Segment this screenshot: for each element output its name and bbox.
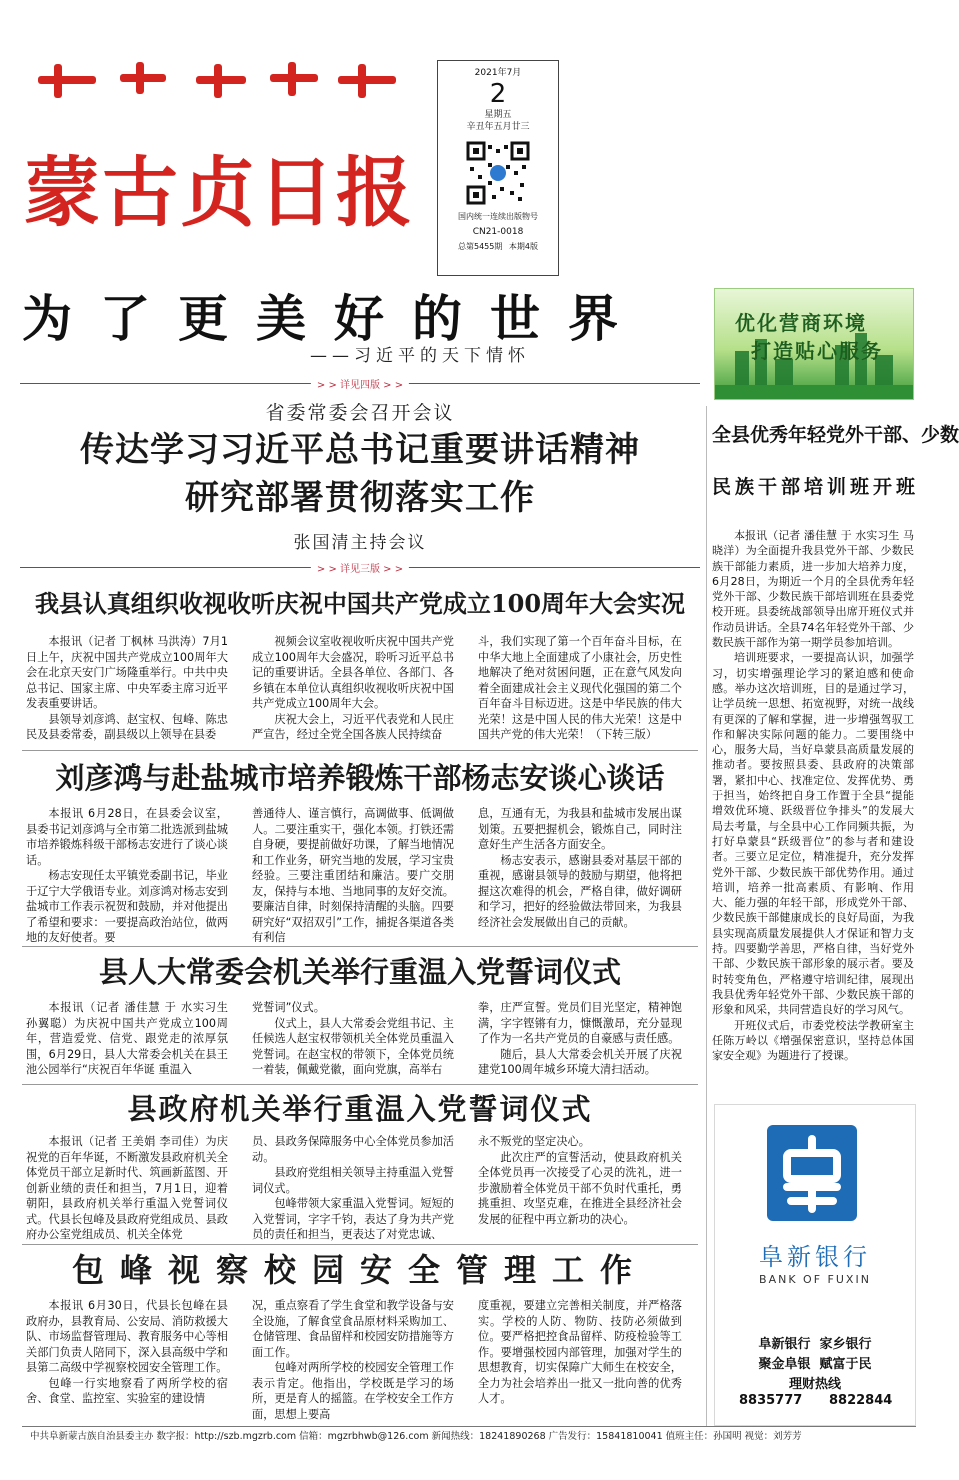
- paragraph: 本报讯（记者 丁枫林 马洪涛）7月1日上午，庆祝中国共产党成立100周年大会在北京天安门广场隆重举行。中共中央总书记、国家主席、中央军委主席习近平发表重要讲话。: [26, 635, 228, 710]
- bank-name-cn: 阜新银行: [759, 1243, 871, 1271]
- divider: [22, 750, 698, 751]
- footer-rule: [22, 1426, 916, 1427]
- paragraph: 包峰带领大家重温入党誓词。短短的入党誓词，字字千钧，表达了身为共产党员的责任和担当，更表达了对党忠诚、: [252, 1197, 454, 1241]
- story2-headline: 我县认真组织收视收听庆祝中国共产党成立100周年大会实况: [34, 589, 686, 618]
- story3-column-1: [26, 806, 228, 946]
- story3-column-3: [478, 806, 682, 930]
- story6-column-3: [478, 1298, 682, 1407]
- paragraph: 善通待人、谨言慎行，高调做事、低调做人。二要注重实干，强化本领。打铁还需自身硬，要提前做好功课，了解当地情况和工作业务，研究当地的发展，学习宝贵经验。三要注重团结和廉洁。要广交朋友，保持与本地、当地同事的友好交流。要廉洁自律，时刻保持清醒的头脑。四要研究好“双招双引”工作，捕捉各渠道各类有利信: [252, 807, 454, 944]
- bank-phone-2[interactable]: 8822844: [829, 1393, 893, 1408]
- footer-info: 中共阜新蒙古族自治县委主办 数字报：http://szb.mgzrb.com 信箱：mgzrbhwb@126.com 新闻热线：18241890268 广告发行：15841810041 值班主任：孙国明 视觉：刘芳芳: [30, 1431, 802, 1442]
- banner-ad-line1: 优化营商环境: [735, 311, 867, 335]
- paragraph: 本报讯（记者 潘佳慧 于 水实习生 马晓洋）为全面提升我县党外干部、少数民族干部能力素质，进一步加大培养力度，6月28日，为期近一个月的全县优秀年轻党外干部、少数民族干部培训班在县委党校开班。县委统战部领导出席开班仪式并作动员讲话。全县74名年轻党外干部、少数民族干部作为第一期学员参加培训。: [712, 529, 914, 650]
- date-box: [437, 60, 559, 276]
- serial-label: 国内统一连续出版物号: [458, 212, 538, 221]
- qr-code[interactable]: [466, 141, 530, 205]
- page-count: 本期4版: [508, 242, 538, 251]
- paragraph: 此次庄严的宣誓活动，使县政府机关全体党员再一次接受了心灵的洗礼，进一步激励着全体党员干部不负时代重托，勇挑重担、攻坚克难，在推进全县经济社会发展的征程中再立新功的决心。: [478, 1150, 682, 1226]
- bank-hotline-label: 理财热线: [788, 1377, 841, 1392]
- story4-column-1: [26, 1000, 228, 1078]
- paragraph: 杨志安现任太平镇党委副书记，毕业于辽宁大学俄语专业。刘彦鸿对杨志安到盐城市工作表示祝贺和鼓励，并对他提出了希望和要求：一要提高政治站位，做两地的友好使者。要: [26, 869, 228, 944]
- paragraph: 随后，县人大常委会机关开展了庆祝建党100周年城乡环境大清扫活动。: [478, 1047, 682, 1076]
- paragraph: 斗，我们实现了第一个百年奋斗目标，在中华大地上全面建成了小康社会，历史性地解决了绝对贫困问题，正在意气风发向着全面建成社会主义现代化强国的第二个百年奋斗目标迈进。这是中华民族的伟大光荣！这是中国人民的伟大光荣！这是中国共产党的伟大光荣！（下转三版）: [478, 635, 682, 741]
- story6-headline: 包峰视察校园安全管理工作: [71, 1251, 648, 1289]
- story4-column-3: [478, 1000, 682, 1078]
- story4-column-2: [252, 1000, 454, 1078]
- paragraph: 包峰一行实地察看了两所学校的宿舍、食堂、监控室、实验室的建设情: [26, 1376, 228, 1405]
- story2-column-2: [252, 634, 454, 743]
- paragraph: 杨志安表示，感谢县委对基层干部的重视，感谢县领导的鼓励与期望，他将把握这次难得的机会，严格自律，做好调研和学习，把好的经验做法带回来，为我县经济社会发展做出自己的贡献。: [478, 853, 682, 929]
- paragraph: 息，互通有无，为我县和盐城市发展出谋划策。五要把握机会，锻炼自己，同时注意好生产生活各方面安全。: [478, 807, 682, 851]
- paragraph: 开班仪式后，市委党校法学教研室主任陈万岭以《增强保密意识，坚持总体国家安全观》为题进行了授课。: [712, 1018, 914, 1063]
- bank-phone-1[interactable]: 8835777: [739, 1393, 803, 1408]
- lead-subtitle: ——习近平的天下情怀: [310, 346, 530, 366]
- paragraph: 拳，庄严宣誓。党员们目光坚定，精神饱满，字字铿锵有力，慷慨激昂，充分显现了作为一名共产党员的自豪感与责任感。: [478, 1001, 682, 1045]
- column-divider: [706, 406, 707, 1426]
- sidebar-body: [712, 528, 914, 1063]
- serial-number: CN21-0018: [472, 227, 524, 237]
- paragraph: 永不叛党的坚定决心。: [478, 1135, 590, 1148]
- paragraph: 庆祝大会上，习近平代表党和人民庄严宣告，经过全党全国各族人民持续奋: [252, 712, 454, 741]
- see-page-three-link[interactable]: > > 详见三版 > >: [311, 560, 409, 575]
- story5-column-1: [26, 1134, 228, 1243]
- paragraph: 本报讯（记者 王美娟 李司佳）为庆祝党的百年华诞，不断激发县政府机关全体党员干部立足新时代、筑画新蓝图、开创新业绩的责任和担当，7月1日，迎着朝阳，县政府机关举行重温入党誓词仪式。代县长包峰及县政府党组成员、县政府办公室党组成员、机关全体党: [26, 1135, 228, 1241]
- story6-column-2: [252, 1298, 454, 1422]
- sidebar-headline-2: 民族干部培训班开班: [712, 476, 920, 498]
- story6-column-1: [26, 1298, 228, 1407]
- lead-see-more[interactable]: [20, 376, 700, 392]
- story5-column-3: [478, 1134, 682, 1227]
- paragraph: 本报讯（记者 潘佳慧 于 水实习生 孙翼聪）为庆祝中国共产党成立100周年，营造爱党、信党、跟党走的浓厚氛围，6月29日，县人大常委会机关在县王池公园举行“庆祝百年华诞 重温入: [26, 1001, 228, 1076]
- paragraph: 本报讯 6月30日，代县长包峰在县政府办，县教育局、公安局、消防救援大队、市场监督管理局、教育服务中心等相关部门负责人陪同下，深入县高级中学和县第二高级中学视察校园安全管理工作。: [26, 1299, 228, 1374]
- story4-headline: 县人大常委会机关举行重温入党誓词仪式: [98, 955, 621, 989]
- banner-ad-line2: 打造贴心服务: [751, 339, 883, 363]
- divider: [22, 1244, 698, 1245]
- bank-name-en: BANK OF FUXIN: [759, 1273, 871, 1286]
- divider: [22, 946, 698, 947]
- divider: [22, 1084, 698, 1085]
- newspaper-title: 蒙古贞日报: [24, 148, 414, 237]
- paragraph: 度重视，要建立完善相关制度，并严格落实。学校的人防、物防、技防必须做到位。要严格把控食品留样、防疫检验等工作。要增强校园内部管理，加强对学生的思想教育，切实保障广大师生在校安全，全力为社会培养出一批又一批向善的优秀人才。: [478, 1299, 682, 1405]
- paragraph: 员、县政务保障服务中心全体党员参加活动。: [252, 1135, 454, 1164]
- mongolian-script-art: [28, 58, 408, 106]
- story3-column-2: [252, 806, 454, 946]
- paragraph: 视频会议室收视收听庆祝中国共产党成立100周年大会盛况，聆听习近平总书记的重要讲话。全县各单位、各部门、各乡镇在本单位认真组织收视收听庆祝中国共产党成立100周年大会。: [252, 635, 454, 710]
- bank-ad[interactable]: [714, 1104, 916, 1426]
- issue-number: 总第5455期: [458, 242, 503, 251]
- story1-kicker: 省委常委会召开会议: [265, 402, 455, 424]
- story3-headline: 刘彦鸿与赴盐城市培养锻炼干部杨志安谈心谈话: [55, 761, 665, 795]
- see-page-four-link[interactable]: > > 详见四版 > >: [311, 376, 409, 391]
- bank-slogan-2: 聚金阜银 赋富于民: [758, 1357, 872, 1372]
- paragraph: 况，重点察看了学生食堂和教学设备与安全设施，了解食堂食品原材料采购加工、仓储管理、食品留样和校园安防措施等方面工作。: [252, 1299, 454, 1359]
- weekday: 星期五: [484, 110, 512, 120]
- bank-logo-icon: [767, 1125, 857, 1221]
- lead-headline: 为了更美好的世界: [22, 289, 646, 348]
- lunar-date: 辛丑年五月廿三: [466, 122, 530, 132]
- paragraph: 包峰对两所学校的校园安全管理工作表示肯定。他指出，学校既是学习的场所，更是育人的摇篮。在学校安全工作方面，思想上要高: [252, 1361, 454, 1421]
- bank-slogan-1: 阜新银行 家乡银行: [758, 1337, 872, 1352]
- story1-headline-2: 研究部署贯彻落实工作: [185, 478, 535, 518]
- issue-info: [438, 241, 558, 253]
- mongolian-title: [28, 58, 408, 106]
- paragraph: 培训班要求，一要提高认识，加强学习，切实增强理论学习的紧迫感和使命感。举办这次培训班，目的是通过学习，让学员统一思想、拓宽视野，对统一战线有更深的了解和掌握，进一步增强驾驭工作和解决实际问题的能力。二要围绕中心，服务大局，当好阜蒙县高质量发展的推动者。要按照县委、县政府的决策部署，紧扣中心、找准定位、发挥优势、勇于担当，始终把自身工作置于全县“提能增效优环境、跃级晋位争排头”的发展大局去考量，与全县中心工作同频共振，为打好阜蒙县“跃级晋位”的参与者和建设者。三要立足定位，精准提升，充分发挥党外干部、少数民族干部优势作用。通过培训，培养一批高素质、有影响、作用大、能力强的年轻干部，形成党外干部、少数民族干部健康成长的良好局面，为我县实现高质量发展提供人才保证和智力支持。四要勤学善思，严格自律，当好党外干部、少数民族干部形象的展示者。要及时转变角色，严格遵守培训纪律，展现出我县优秀年轻党外干部、少数民族干部的形象和风采，共同营造良好的学习风气。: [712, 651, 914, 1017]
- story5-headline: 县政府机关举行重温入党誓词仪式: [127, 1092, 593, 1126]
- paragraph: 县领导刘彦鸿、赵宝权、包峰、陈忠民及县委常委，副县级以上领导在县委: [26, 712, 228, 741]
- paragraph: 本报讯 6月28日，在县委会议室，县委书记刘彦鸿与全市第二批选派到盐城市培养锻炼科级干部杨志安进行了谈心谈话。: [26, 807, 228, 867]
- date-year-month: 2021年7月: [474, 68, 522, 78]
- story1-deck: 张国清主持会议: [293, 533, 427, 553]
- story5-column-2: [252, 1134, 454, 1243]
- paragraph: 仪式上，县人大常委会党组书记、主任候选人赵宝权带领机关全体党员重温入党誓词。在赵宝权的带领下，全体党员统一着装，佩戴党徽，面向党旗，高举右: [252, 1016, 454, 1076]
- story1-see-more[interactable]: [20, 560, 700, 576]
- story1-headline-1: 传达学习习近平总书记重要讲话精神: [80, 430, 640, 470]
- story2-column-1: [26, 634, 228, 743]
- paragraph: 县政府党组相关领导主持重温入党誓词仪式。: [252, 1166, 454, 1195]
- date-day: 2: [489, 79, 507, 109]
- banner-ad[interactable]: [714, 288, 914, 400]
- paragraph: 党誓词”仪式。: [252, 1001, 325, 1014]
- story2-column-3: [478, 634, 682, 743]
- sidebar-headline-1: 全县优秀年轻党外干部、少数: [712, 424, 959, 446]
